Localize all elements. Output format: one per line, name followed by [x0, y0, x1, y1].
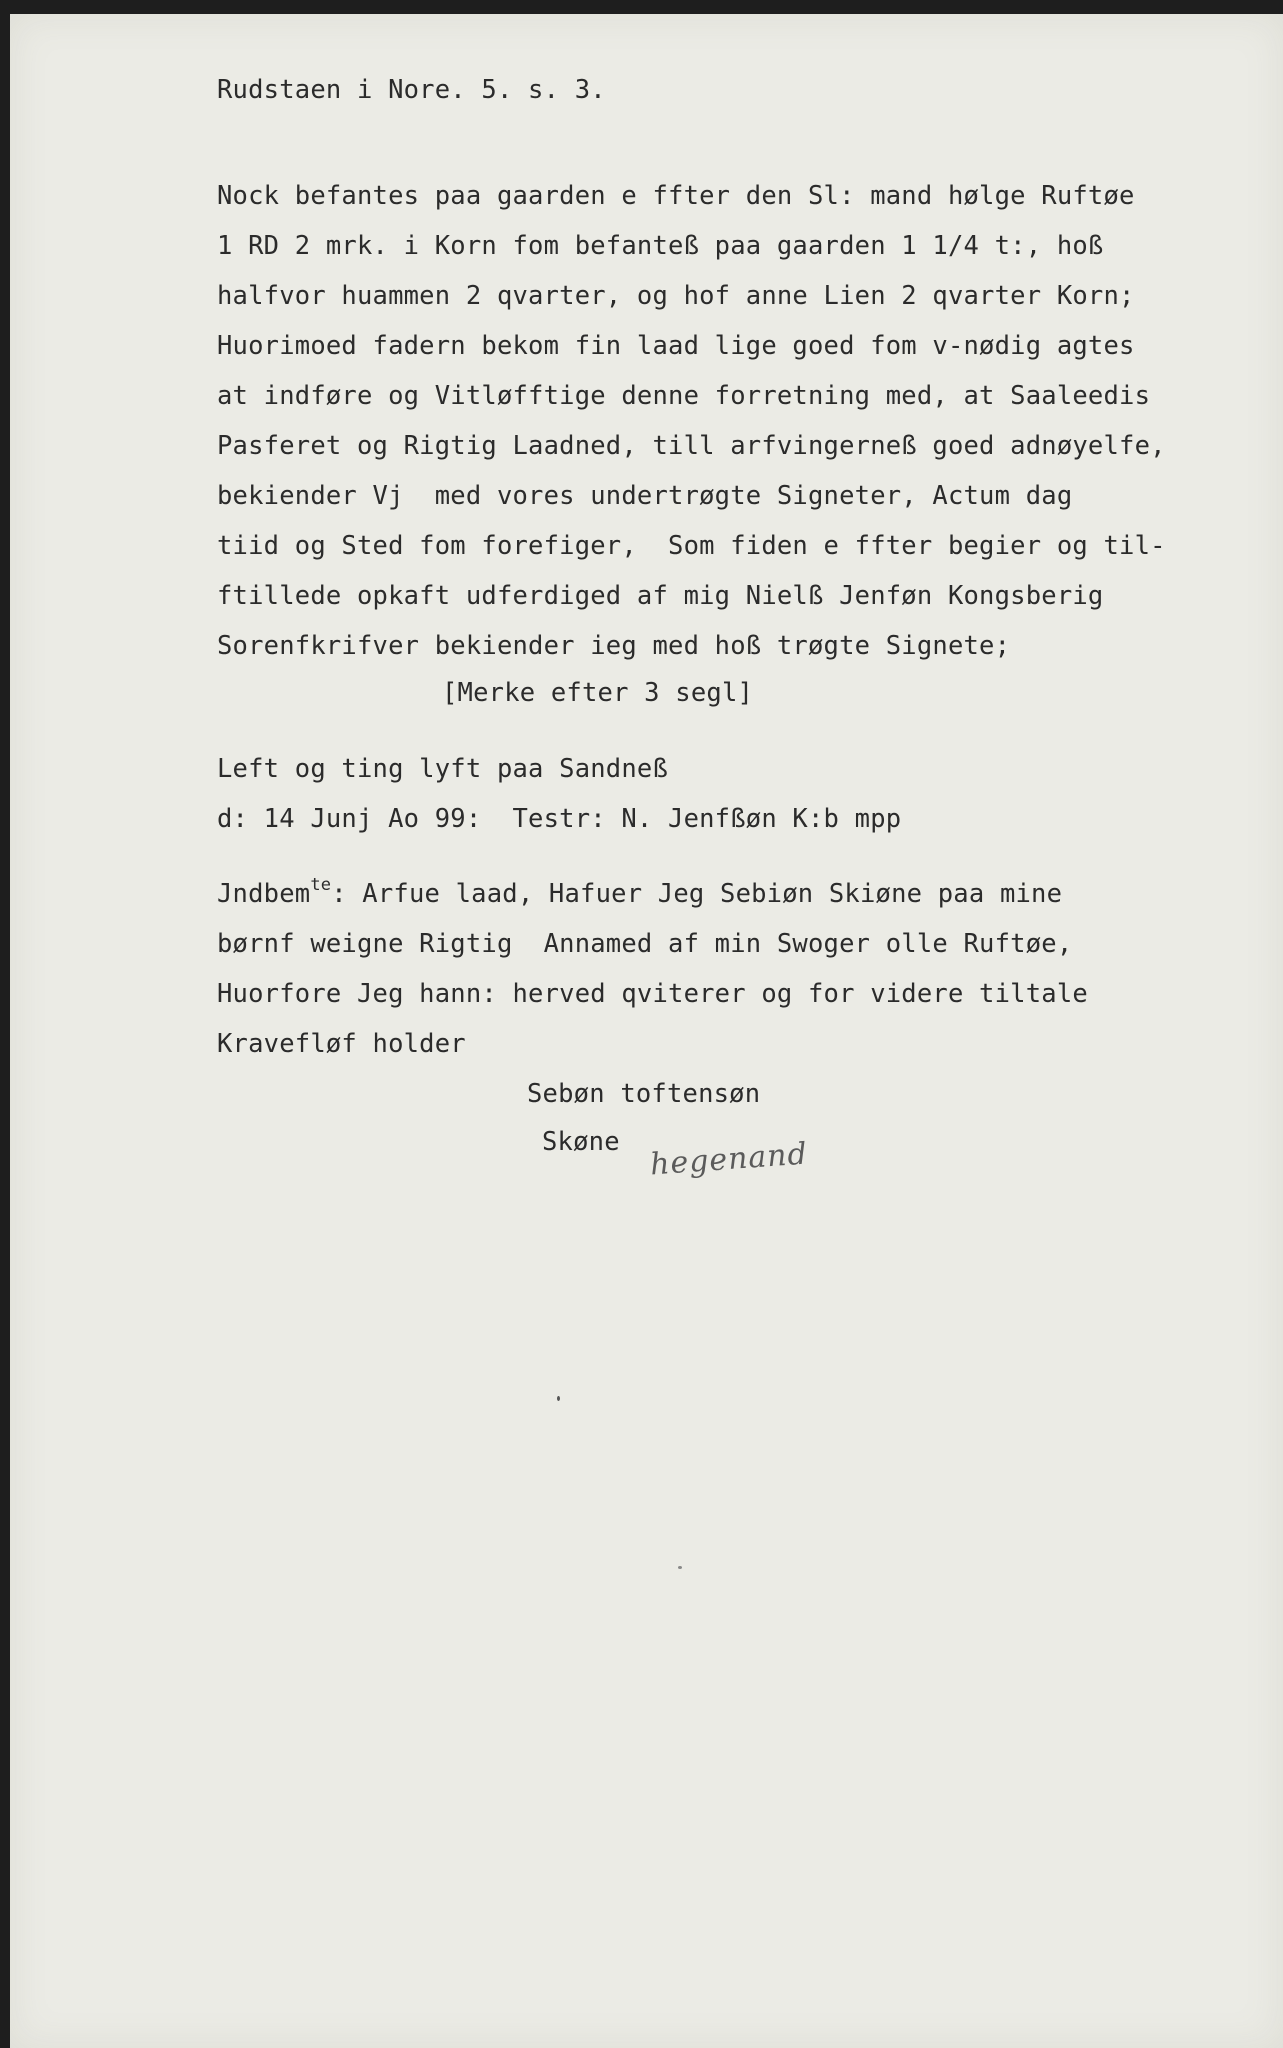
handwritten-annotation: hegenand	[648, 1136, 809, 1183]
body-line: ftillede opkaft udferdiged af mig Nielß Jenføn Kongsberig	[217, 581, 1104, 611]
body-line: 1 RD 2 mrk. i Korn fom befanteß paa gaarden 1 1/4 t:, hoß	[217, 231, 1104, 261]
receipt-line: Kravefløf holder	[217, 1029, 466, 1059]
signature-name: Sebøn toftensøn	[527, 1079, 761, 1109]
seal-note: [Merke efter 3 segl]	[442, 678, 754, 708]
paper-speck	[678, 1566, 682, 1569]
registration-line: d: 14 Junj Ao 99: Testr: N. Jenfßøn K:b mpp	[217, 804, 902, 834]
registration-line: Left og ting lyft paa Sandneß	[217, 754, 669, 784]
document-page	[10, 14, 1283, 2048]
signature-place: Skøne	[542, 1127, 620, 1157]
document-header: Rudstaen i Nore. 5. s. 3.	[217, 75, 606, 105]
body-line: bekiender Vj med vores undertrøgte Signeter, Actum dag	[217, 481, 1073, 511]
receipt-line: Huorfore Jeg hann: herved qviterer og for videre tiltale	[217, 979, 1088, 1009]
body-line: Nock befantes paa gaarden e ffter den Sl: mand hølge Ruftøe	[217, 181, 1135, 211]
body-line: Pasferet og Rigtig Laadned, till arfvingerneß goed adnøyelfe,	[217, 431, 1166, 461]
body-line: halfvor huammen 2 qvarter, og hof anne Lien 2 qvarter Korn;	[217, 281, 1135, 311]
body-line: Huorimoed fadern bekom fin laad lige goed fom v-nødig agtes	[217, 331, 1135, 361]
receipt-word: Jndbem	[217, 879, 311, 909]
superscript: te	[310, 875, 332, 895]
body-line: tiid og Sted fom forefiger, Som fiden e ffter begier og til-	[217, 531, 1166, 561]
receipt-line: børnf weigne Rigtig Annamed af min Swoger olle Ruftøe,	[217, 929, 1073, 959]
body-line: Sorenfkrifver bekiender ieg med hoß trøgte Signete;	[217, 631, 1011, 661]
receipt-line	[217, 875, 1063, 909]
body-line: at indføre og Vitløfftige denne forretning med, at Saaleedis	[217, 381, 1151, 411]
receipt-text: : Arfue laad, Hafuer Jeg Sebiøn Skiøne paa mine	[331, 879, 1063, 909]
paper-speck	[557, 1396, 560, 1401]
body-text	[217, 181, 1166, 661]
